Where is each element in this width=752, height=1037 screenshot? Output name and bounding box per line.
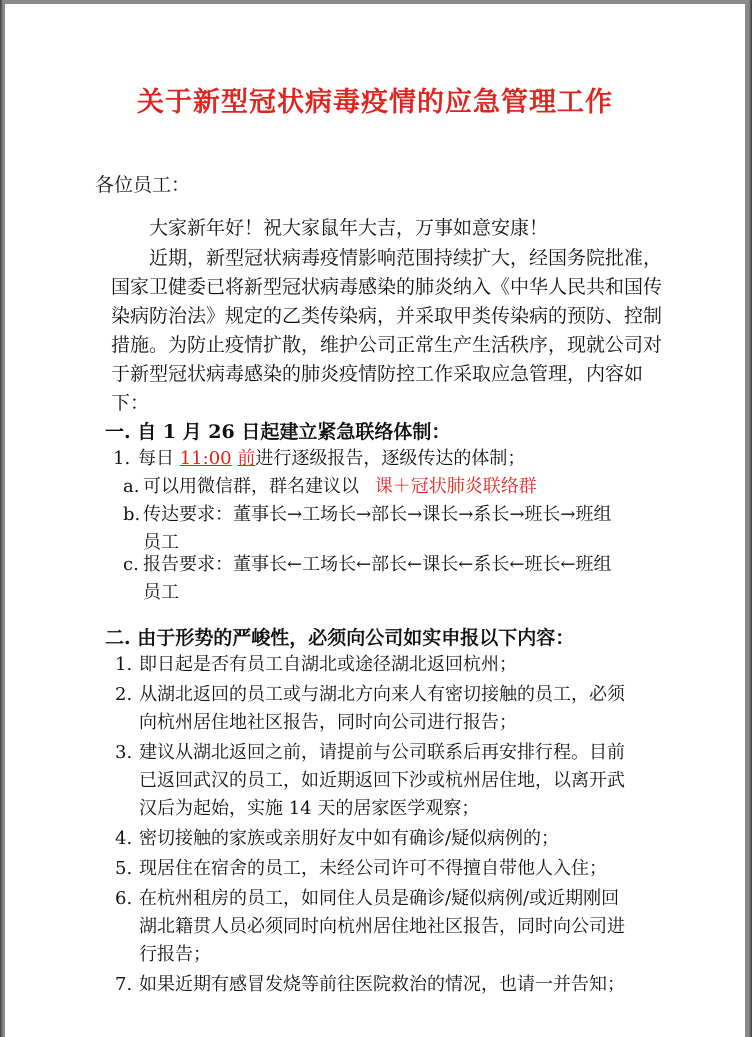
document-page xyxy=(5,4,745,1037)
item-text-line-1: 报告要求：董事长←工场长←部长←课长←系长←班长←班组 xyxy=(143,554,612,575)
item-text-line: 即日起是否有员工自湖北或途径湖北返回杭州； xyxy=(139,654,517,675)
item-number: 4. xyxy=(115,828,133,849)
item-text-suffix: 进行逐级报告，逐级传达的体制； xyxy=(255,448,526,469)
item-text-line-2: 员工 xyxy=(143,532,179,553)
item-text-line: 已返回武汉的员工，如近期返回下沙或杭州居住地，以离开武 xyxy=(139,770,625,791)
deadline-time: 11:00 xyxy=(179,448,232,469)
item-number: 7. xyxy=(115,974,133,995)
item-number: 1. xyxy=(115,654,133,675)
item-text-line: 在杭州租房的员工，如同住人员是确诊/疑似病例/或近期刚回 xyxy=(139,888,620,909)
item-text-line: 密切接触的家族或亲朋好友中如有确诊/疑似病例的； xyxy=(139,828,560,849)
item-text-line: 现居住在宿舍的员工，未经公司许可不得擅自带他人入住； xyxy=(139,858,607,879)
item-text-line: 汉后为起始，实施 14 天的居家医学观察； xyxy=(139,798,480,819)
item-number: 3. xyxy=(115,742,133,763)
item-text-prefix: 每日 xyxy=(138,448,174,469)
section-1-heading: 一. 自 1 月 26 日起建立紧急联络体制： xyxy=(105,421,451,443)
item-text-line: 从湖北返回的员工或与湖北方向来人有密切接触的员工，必须 xyxy=(139,684,625,705)
item-text-prefix: 可以用微信群，群名建议以 xyxy=(143,476,359,497)
item-letter: b. xyxy=(123,504,141,525)
group-name-suggestion: 课＋冠状肺炎联络群 xyxy=(374,476,537,497)
section-2-heading: 二. 由于形势的严峻性，必须向公司如实申报以下内容： xyxy=(105,627,575,649)
item-text-line: 向杭州居住地社区报告，同时向公司进行报告； xyxy=(139,712,517,733)
deadline-suffix: 前 xyxy=(237,448,256,469)
item-text-line: 湖北籍贯人员必须同时向杭州居住地社区报告，同时向公司进 xyxy=(139,916,625,937)
greeting-paragraph: 大家新年好！祝大家鼠年大吉，万事如意安康！ xyxy=(149,217,549,239)
item-text-line-2: 员工 xyxy=(143,582,179,603)
item-number: 5. xyxy=(115,858,133,879)
item-number: 1. xyxy=(113,448,131,469)
item-text-line: 行报告； xyxy=(139,944,211,965)
item-text xyxy=(143,473,537,501)
salutation: 各位员工： xyxy=(95,174,191,196)
item-text-line: 建议从湖北返回之前，请提前与公司联系后再安排行程。目前 xyxy=(139,742,625,763)
item-letter: a. xyxy=(123,476,140,497)
intro-paragraph: 近期，新型冠状病毒疫情影响范围持续扩大，经国务院批准，国家卫健委已将新型冠状病毒感染的肺炎纳入《中华人民共和国传染病防治法》规定的乙类传染病，并采取甲类传染病的预防、控制措施。为防止疫情扩散，维护公司正常生产生活秩序，现就公司对于新型冠状病毒感染的肺炎疫情防控工作采取应急管理，内容如下： xyxy=(111,247,663,414)
document-title: 关于新型冠状病毒疫情的应急管理工作 xyxy=(137,87,613,118)
item-letter: c. xyxy=(123,554,139,575)
item-text-line: 如果近期有感冒发烧等前往医院救治的情况，也请一并告知； xyxy=(139,974,625,995)
item-number: 6. xyxy=(115,888,133,909)
item-text xyxy=(138,445,525,473)
item-text-line-1: 传达要求：董事长→工场长→部长→课长→系长→班长→班组 xyxy=(143,504,612,525)
item-number: 2. xyxy=(115,684,133,705)
